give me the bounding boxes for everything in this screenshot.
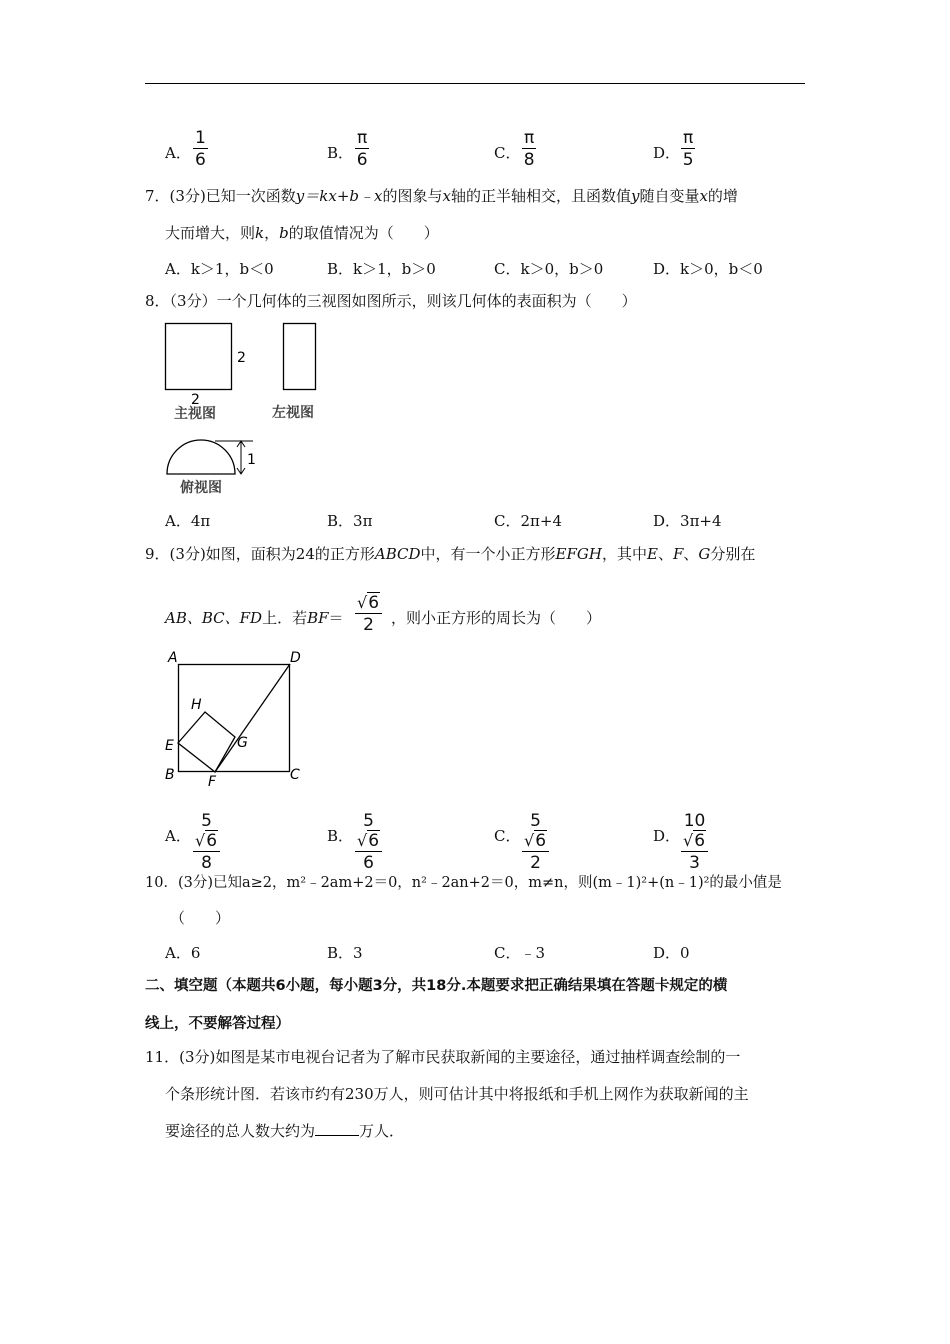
label-c: C	[290, 767, 300, 783]
q10-option-b[interactable]: B．3	[327, 944, 363, 962]
q8-option-a[interactable]: A．4π	[165, 512, 211, 530]
fraction: $\frac{\pi}{8}$	[523, 128, 535, 170]
bf-fraction: $\frac{√6}{2}$	[355, 593, 382, 636]
q11-stem-line1: 11．(3分)如图是某市电视台记者为了解市民获取新闻的主要途径，通过抽样调查绘制的一	[145, 1048, 741, 1066]
q8-option-d[interactable]: D．3π+4	[653, 512, 722, 530]
q10-stem-line1: 10．(3分)已知a≥2，m²﹣2am+2＝0，n²﹣2an+2＝0，m≠n，则(m﹣1)²+(n﹣1)²的最小值是	[145, 875, 782, 891]
header-rule	[145, 83, 805, 84]
q7-options	[165, 258, 805, 278]
front-view-square	[166, 324, 232, 390]
label-h: H	[191, 697, 202, 713]
q10-stem-line2: （ ）	[170, 909, 231, 927]
label-a: A	[168, 650, 178, 666]
q8-three-view-figure	[155, 318, 355, 503]
q9-square-figure	[160, 646, 310, 792]
q7-stem-line1: 7．(3分)已知一次函数y＝kx+b﹣x的图象与x轴的正半轴相交，且函数值y随自变量x的增	[145, 187, 738, 205]
q10-option-a[interactable]: A．6	[165, 944, 201, 962]
front-bottom-dimension: 2	[191, 392, 200, 408]
q7-option-d[interactable]: D．k＞0，b＜0	[653, 260, 763, 278]
label-f: F	[208, 774, 217, 790]
top-view-label: 俯视图	[180, 480, 222, 496]
q8-options	[165, 510, 805, 530]
label-b: B	[165, 767, 175, 783]
front-side-dimension: 2	[237, 350, 246, 366]
section2-heading-line1: 二、填空题（本题共6小题，每小题3分，共18分.本题要求把正确结果填在答题卡规定的横	[145, 978, 728, 994]
label-g: G	[237, 735, 248, 751]
left-view-rectangle	[284, 324, 316, 390]
answer-blank[interactable]	[315, 1121, 359, 1136]
q8-stem: 8．（3分）一个几何体的三视图如图所示，则该几何体的表面积为（ ）	[145, 292, 637, 310]
q9-stem-line1: 9．(3分)如图，面积为24的正方形ABCD中，有一个小正方形EFGH，其中E、F、G分别在	[145, 545, 756, 563]
left-view-label: 左视图	[272, 405, 314, 421]
fraction: $\frac{\pi}{6}$	[356, 128, 368, 170]
q10-options	[165, 942, 805, 962]
label-e: E	[165, 738, 174, 754]
q9-options: A． $\frac{5√6}{8}$ B． $\frac{5√6}{6}$ C． $\frac{5√6}{2}$ D． $\frac{10√6}{3}$	[165, 811, 805, 857]
q10-option-c[interactable]: C．﹣3	[494, 944, 546, 962]
square-abcd	[179, 665, 290, 772]
front-view-label: 主视图	[174, 406, 216, 422]
fraction: $\frac{1}{6}$	[195, 128, 206, 170]
q9-stem-line2: AB、BC、FD上．若BF＝ $\frac{√6}{2}$ ，则小正方形的周长为（ ）	[165, 593, 602, 635]
q8-option-b[interactable]: B．3π	[327, 512, 373, 530]
label-d: D	[290, 650, 301, 666]
segment-fd	[215, 664, 290, 772]
top-height-dimension: 1	[247, 452, 256, 468]
q11-stem-line2: 个条形统计图．若该市约有230万人，则可估计其中将报纸和手机上网作为获取新闻的主	[165, 1085, 749, 1103]
fraction: $\frac{\pi}{5}$	[682, 128, 694, 170]
q10-option-d[interactable]: D．0	[653, 944, 690, 962]
top-view-semicircle	[167, 440, 235, 474]
q7-option-a[interactable]: A．k＞1，b＜0	[165, 260, 274, 278]
q7-stem-line2: 大而增大，则k，b的取值情况为（ ）	[165, 224, 439, 242]
q7-option-c[interactable]: C．k＞0，b＞0	[494, 260, 604, 278]
q11-stem-line3: 要途径的总人数大约为 万人．	[165, 1122, 405, 1140]
section2-heading-line2: 线上，不要解答过程）	[145, 1016, 290, 1032]
q8-option-c[interactable]: C．2π+4	[494, 512, 562, 530]
square-efgh	[178, 712, 235, 772]
q7-option-b[interactable]: B．k＞1，b＞0	[327, 260, 436, 278]
q6-options: A． $\frac{1}{6}$ B． $\frac{\pi}{6}$ C． $\frac{\pi}{8}$ D． $\frac{\pi}{5}$	[165, 128, 694, 170]
